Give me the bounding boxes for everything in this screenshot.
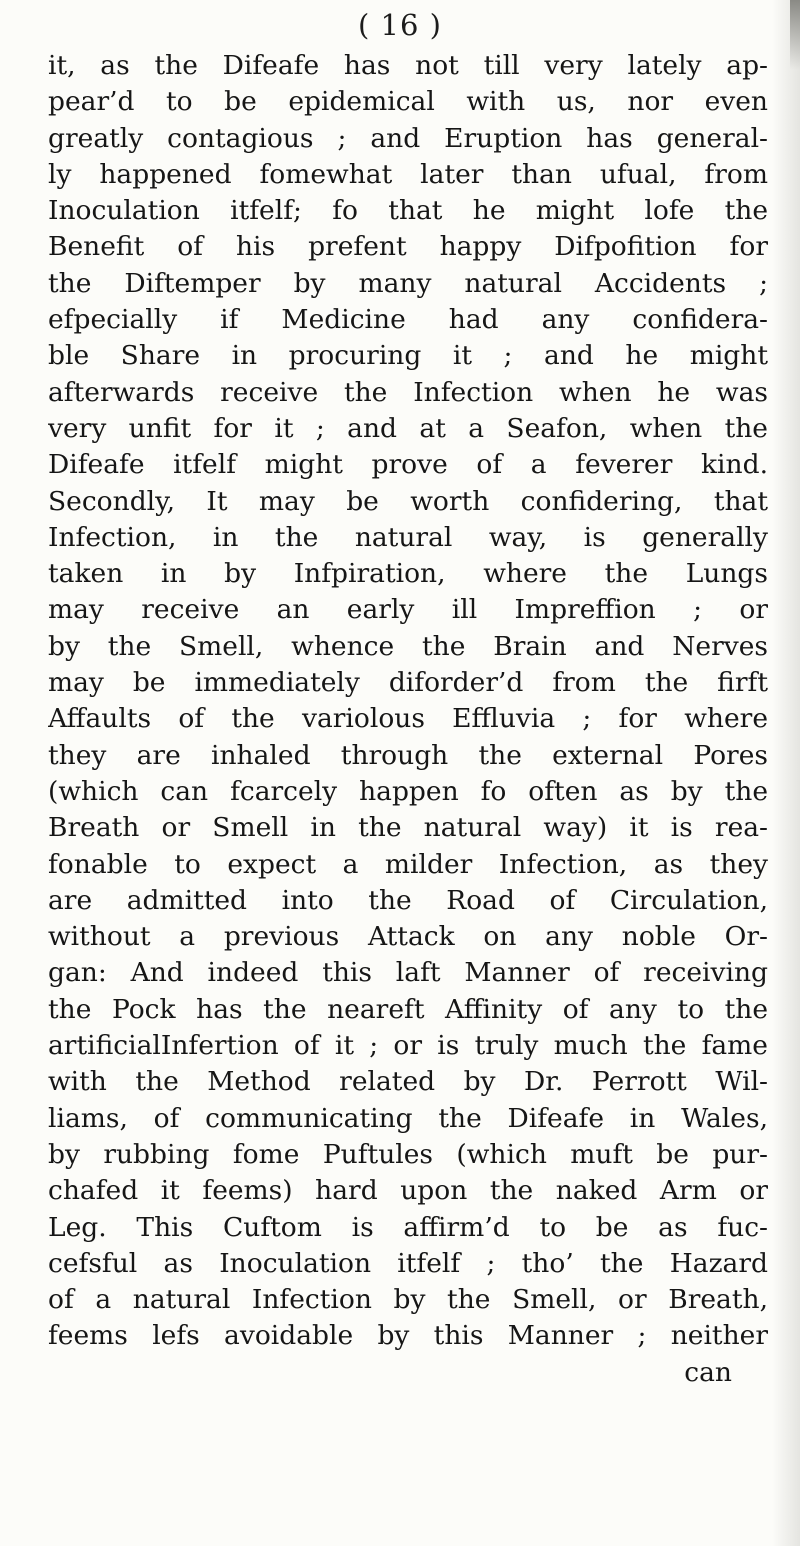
text-line: pear’d to be epidemical with us, nor even <box>48 86 768 118</box>
text-line: the Diftemper by many natural Accidents ; <box>48 267 768 299</box>
text-line: Breath or Smell in the natural way) it is rea- <box>48 812 768 844</box>
text-line: Inoculation itfelf; fo that he might lofe the <box>48 195 768 227</box>
body-text <box>48 48 768 1391</box>
text-line: are admitted into the Road of Circulation, <box>48 884 768 916</box>
text-line: with the Method related by Dr. Perrott Wil- <box>48 1066 768 1098</box>
page-edge-shadow <box>772 0 800 1546</box>
text-line: Infection, in the natural way, is generally <box>48 521 768 553</box>
text-line: of a natural Infection by the Smell, or Breath, <box>48 1284 768 1316</box>
text-line: Leg. This Cuftom is affirm’d to be as fuc- <box>48 1211 768 1243</box>
text-line: greatly contagious ; and Eruption has general- <box>48 122 768 154</box>
text-line: by the Smell, whence the Brain and Nerves <box>48 630 768 662</box>
text-line: by rubbing fome Puftules (which muft be pur- <box>48 1138 768 1170</box>
text-line: efpecially if Medicine had any confidera- <box>48 304 768 336</box>
text-line: artificialInfertion of it ; or is truly much the fame <box>48 1030 768 1062</box>
page-number: ( 16 ) <box>358 8 442 42</box>
text-line: may receive an early ill Impreffion ; or <box>48 594 768 626</box>
catchword: can <box>684 1356 732 1388</box>
text-line: Benefit of his prefent happy Difpofition for <box>48 231 768 263</box>
text-line: Difeafe itfelf might prove of a feverer kind. <box>48 449 768 481</box>
text-line: it, as the Difeafe has not till very lately ap- <box>48 50 768 81</box>
text-line: Secondly, It may be worth confidering, that <box>48 485 768 517</box>
text-line: feems lefs avoidable by this Manner ; neither <box>48 1320 768 1352</box>
text-line: taken in by Infpiration, where the Lungs <box>48 558 768 590</box>
text-line: ly happened fomewhat later than ufual, from <box>48 158 768 190</box>
text-line: ble Share in procuring it ; and he might <box>48 340 768 372</box>
text-line: chafed it feems) hard upon the naked Arm or <box>48 1175 768 1207</box>
text-line: liams, of communicating the Difeafe in Wales, <box>48 1102 768 1134</box>
text-line: afterwards receive the Infection when he was <box>48 376 768 408</box>
text-line: Affaults of the variolous Effluvia ; for where <box>48 703 768 735</box>
text-line: without a previous Attack on any noble Or- <box>48 921 768 953</box>
text-line: cefsful as Inoculation itfelf ; tho’ the Hazard <box>48 1247 768 1279</box>
text-line: gan: And indeed this laft Manner of receiving <box>48 957 768 989</box>
text-line: they are inhaled through the external Pores <box>48 739 768 771</box>
text-line: very unfit for it ; and at a Seafon, when the <box>48 412 768 444</box>
text-line: may be immediately diforder’d from the firft <box>48 667 768 699</box>
text-line: (which can fcarcely happen fo often as by the <box>48 775 768 807</box>
text-line: fonable to expect a milder Infection, as they <box>48 848 768 880</box>
text-line: the Pock has the neareft Affinity of any to the <box>48 993 768 1025</box>
